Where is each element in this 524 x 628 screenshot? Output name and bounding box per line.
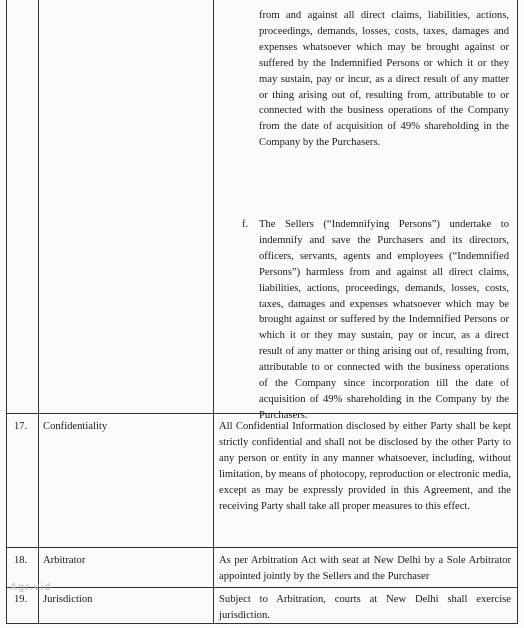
row-19-number: 19. [14,594,28,605]
row-18-title: Arbitrator [43,555,86,566]
column-divider-2 [213,0,214,624]
row-18-text: As per Arbitration Act with seat at New Delhi by a Sole Arbitrator appointed jointly by the Sellers and the Purchaser [219,555,511,582]
row-separator-18 [6,547,518,548]
faint-stamp: Agr.vid [10,582,52,593]
table-border-right [517,0,518,624]
row-19-title: Jurisdiction [43,594,93,605]
row-17-title: Confidentiality [43,421,108,432]
row-separator-19 [6,587,518,588]
column-divider-1 [38,0,39,624]
row-18-number: 18. [14,555,28,566]
row-19-text: Subject to Arbitration, courts at New Delhi shall exercise jurisdiction. [219,594,511,621]
item-f-marker: f. [242,219,249,230]
item-f-text: The Sellers (“Indemnifying Persons”) undertake to indemnify and save the Purchasers and its directors, officers, servants, agents and employees (“Indemnified Persons”) harmless from and against all direct claims, liabilities, actions, proceedings, demands, losses, costs, taxes, damages and expenses whatsoever which may be brought against or suffered by the Indemnified Persons or which it or they may sustain, pay or incur, as a direct result of any matter or thing arising out of, resulting from, attributable to or connected with the business operations of the Company since incorporation till the date of acquisition of 49% shareholding in the Company by the Purchasers. [259,219,509,421]
continued-clause-text: from and against all direct claims, liabilities, actions, proceedings, demands, losses, costs, taxes, damages and expenses whatsoever which may be brought against or suffered by the Indemnified Persons or which it or they may sustain, pay or incur, as a direct result of any matter or thing arising out of, resulting from, attributable to or connected with the business operations of the Company from the date of acquisition of 49% shareholding in the Company by the Purchasers. [259,10,509,149]
table-border-left [6,0,7,624]
row-17-number: 17. [14,421,28,432]
row-17-text: All Confidential Information disclosed by either Party shall be kept strictly confidential and shall not be disclosed by the other Party to any person or entity in any manner whatsoever, including, without limitation, by means of photocopy, reproduction or electronic media, except as may be expressly provided in this Agreement, and the receiving Party shall take all proper measures to this effect. [219,421,511,512]
